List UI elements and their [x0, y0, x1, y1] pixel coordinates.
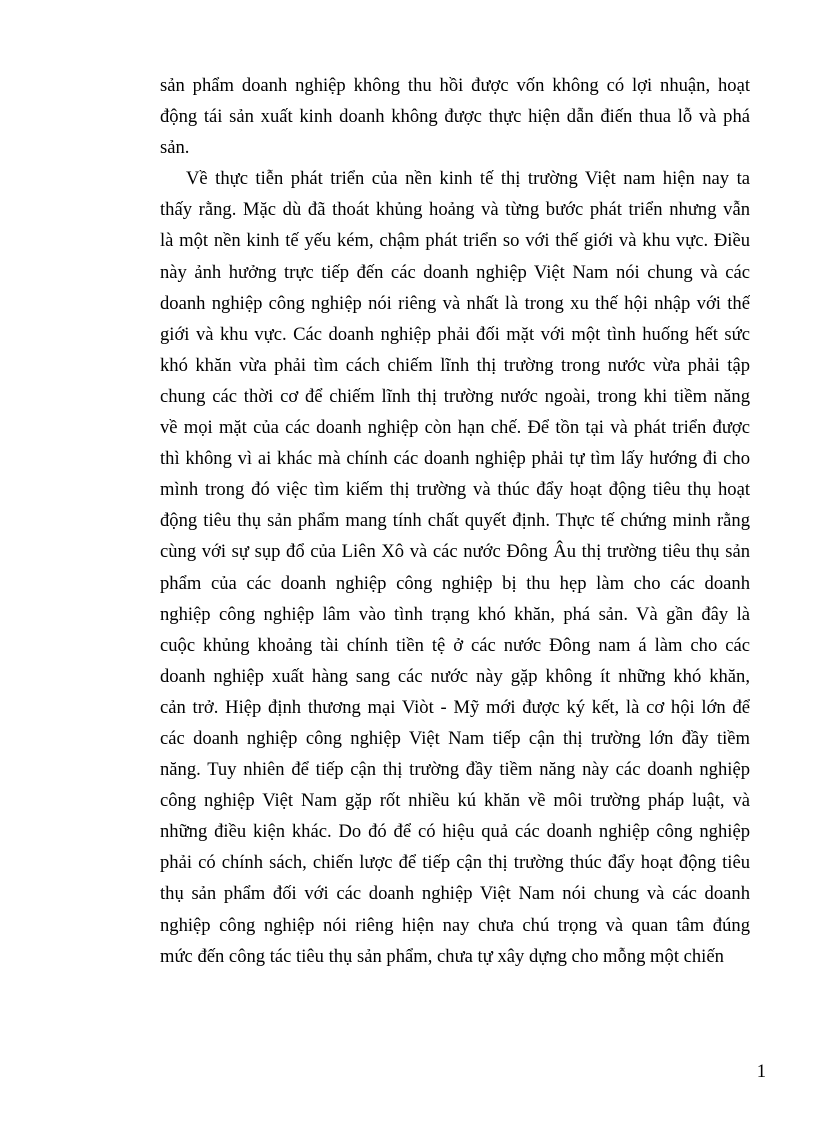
text-line: phẩm của các doanh nghiệp công nghiệp bị thu hẹp làm cho các doanh — [160, 572, 750, 594]
page-number: 1 — [756, 1061, 766, 1082]
document-body — [160, 70, 750, 972]
text-line: nghiệp công nghiệp nói riêng hiện nay chưa chú trọng và quan tâm đúng — [160, 914, 750, 936]
text-line: này ảnh hưởng trực tiếp đến các doanh nghiệp Việt Nam nói chung và các — [160, 261, 750, 283]
text-line: doanh nghiệp xuất hàng sang các nước này gặp không ít những khó khăn, — [160, 665, 750, 687]
text-line: động tái sản xuất kinh doanh không được thực hiện dẫn điến thua lỗ và phá — [160, 106, 750, 128]
text-line: năng. Tuy nhiên để tiếp cận thị trường đầy tiềm năng này các doanh nghiệp — [160, 759, 750, 781]
text-line: khó khăn vừa phải tìm cách chiếm lĩnh thị trường trong nước vừa phải tập — [160, 354, 750, 376]
text-line: Về thực tiễn phát triển của nền kinh tế thị trường Việt nam hiện nay ta — [186, 168, 750, 190]
text-line: mình trong đó việc tìm kiếm thị trường và thúc đẩy hoạt động tiêu thụ hoạt — [160, 479, 750, 501]
text-line: về mọi mặt của các doanh nghiệp còn hạn chế. Để tồn tại và phát triển được — [160, 417, 750, 439]
text-line: mức đến công tác tiêu thụ sản phẩm, chưa tự xây dựng cho mỗng một chiến — [160, 945, 724, 967]
text-line: là một nền kinh tế yếu kém, chậm phát triển so với thế giới và khu vực. Điều — [160, 230, 750, 252]
text-line: phải có chính sách, chiến lược để tiếp cận thị trường thúc đẩy hoạt động tiêu — [160, 852, 750, 874]
text-line: những điều kiện khác. Do đó để có hiệu quả các doanh nghiệp công nghiệp — [160, 821, 750, 843]
text-line: công nghiệp Việt Nam gặp rốt nhiều kú khăn về môi trường pháp luật, và — [160, 790, 750, 812]
text-line: thụ sản phẩm đối với các doanh nghiệp Việt Nam nói chung và các doanh — [160, 883, 750, 905]
text-line: thì không vì ai khác mà chính các doanh nghiệp phải tự tìm lấy hướng đi cho — [160, 448, 750, 470]
text-line: cản trở. Hiệp định thương mại Viòt - Mỹ mới được ký kết, là cơ hội lớn để — [160, 696, 750, 718]
text-line: cùng với sự sụp đổ của Liên Xô và các nước Đông Âu thị trường tiêu thụ sản — [160, 541, 750, 563]
text-line: nghiệp công nghiệp lâm vào tình trạng khó khăn, phá sản. Và gần đây là — [160, 603, 750, 625]
text-line: sản phẩm doanh nghiệp không thu hồi được vốn không có lợi nhuận, hoạt — [160, 75, 750, 96]
text-line: thấy rằng. Mặc dù đã thoát khủng hoảng và từng bước phát triển nhưng vẫn — [160, 199, 750, 221]
text-line: giới và khu vực. Các doanh nghiệp phải đối mặt với một tình huống hết sức — [160, 323, 750, 345]
text-line: các doanh nghiệp công nghiệp Việt Nam tiếp cận thị trường lớn đầy tiềm — [160, 727, 750, 749]
text-line: cuộc khủng khoảng tài chính tiền tệ ở các nước Đông nam á làm cho các — [160, 634, 750, 656]
text-line: doanh nghiệp công nghiệp nói riêng và nhất là trong xu thế hội nhập với thế — [160, 292, 750, 314]
text-line: động tiêu thụ sản phẩm mang tính chất quyết định. Thực tế chứng minh rằng — [160, 510, 750, 532]
text-line: chung các thời cơ để chiếm lĩnh thị trường nước ngoài, trong khi tiềm năng — [160, 385, 750, 407]
text-line: sản. — [160, 137, 190, 159]
